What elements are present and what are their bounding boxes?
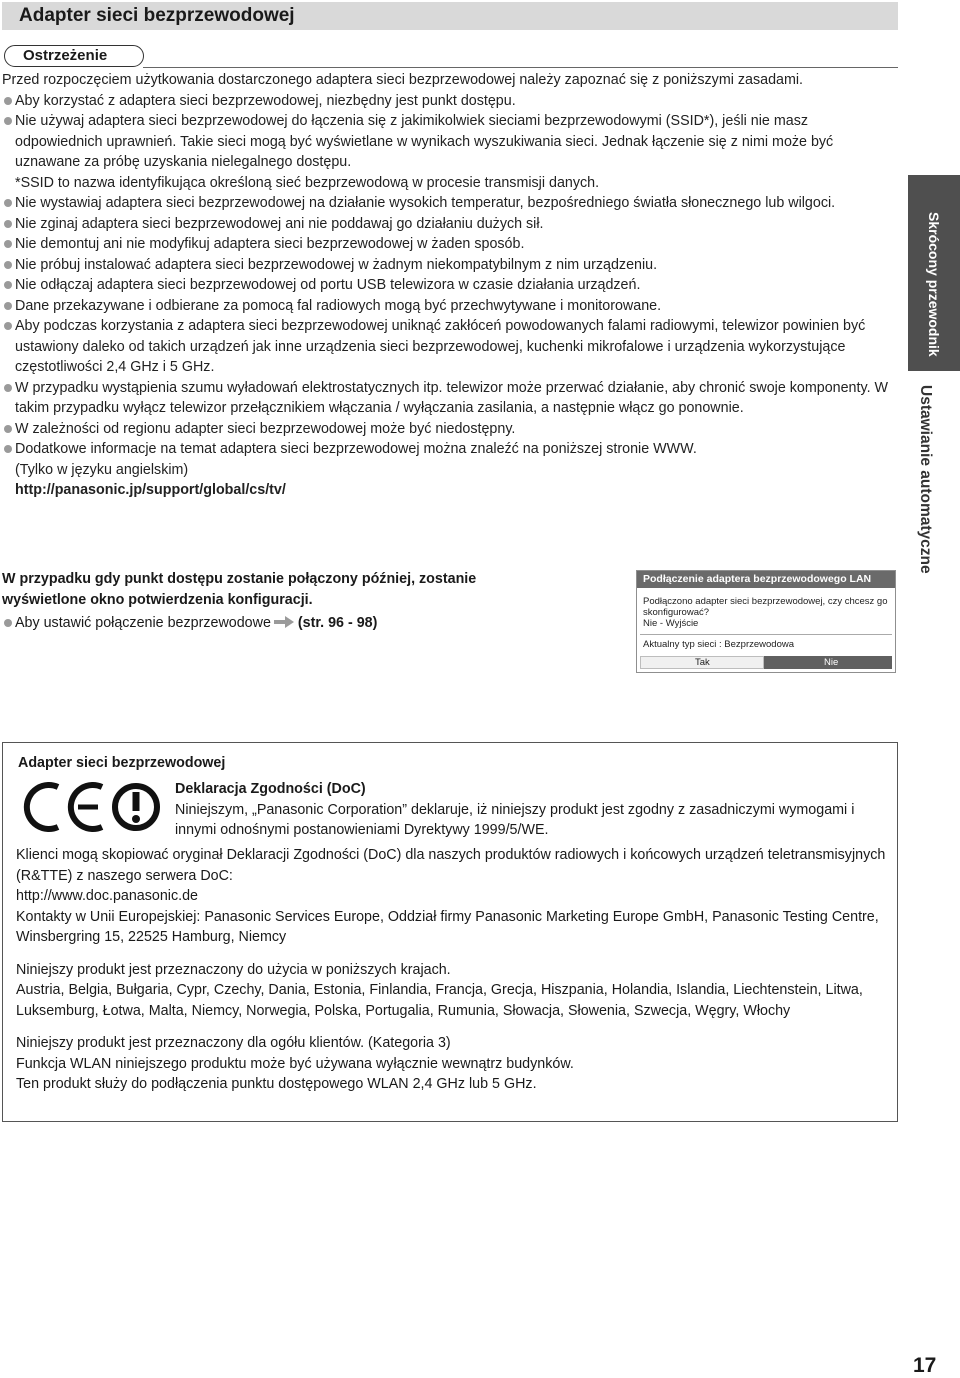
warning-divider <box>143 67 898 68</box>
doc-indoor: Funkcja WLAN niniejszego produktu może być używana wyłącznie wewnątrz budynków. <box>16 1055 574 1072</box>
warning-item: Aby podczas korzystania z adaptera sieci bezprzewodowej uniknąć zakłóceń powodowanych falami radiowymi, telewizor powinien być ustawiony daleko od takich urządzeń jak inne urządzenia sieci bezprzewodowej, kuchenki mikrofalowe i urządzenia wykorzystujące częstotliwości 2,4 GHz i 5 GHz. <box>2 316 898 378</box>
support-url[interactable]: http://panasonic.jp/support/global/cs/tv/ <box>15 482 286 498</box>
no-button[interactable]: Nie <box>764 656 892 669</box>
page-number: 17 <box>913 1354 937 1377</box>
later-bullet-text: Aby ustawić połączenie bezprzewodowe <box>15 615 271 631</box>
doc-countries-intro: Niniejszy produkt jest przeznaczony do użycia w poniższych krajach. <box>16 961 451 978</box>
warning-intro: Przed rozpoczęciem użytkowania dostarczonego adaptera sieci bezprzewodowej należy zapoznać się z poniższymi zasadami. <box>2 72 804 88</box>
declaration-title: Deklaracja Zgodności (DoC) <box>175 781 366 797</box>
doc-connect: Ten produkt służy do podłączenia punktu dostępowego WLAN 2,4 GHz lub 5 GHz. <box>16 1076 537 1092</box>
warning-item: Nie wystawiaj adaptera sieci bezprzewodowej na działanie wysokich temperatur, bezpośredniego światła słonecznego lub wilgoci. <box>2 193 898 214</box>
dialog-buttons <box>640 656 892 669</box>
warning-item: W przypadku wystąpienia szumu wyładowań elektrostatycznych itp. telewizor może przerwać działanie, aby chronić swoje komponenty. W takim przypadku wyłącz telewizor przełącznikiem włączania / wyłączania zasilania, a następnie włącz go ponownie. <box>2 378 898 419</box>
warning-section <box>2 70 898 501</box>
warning-label: Ostrzeżenie <box>4 45 144 67</box>
warning-item: Dane przekazywane i odbierane za pomocą fal radiowych mogą być przechwytywane i monitorowane. <box>2 296 898 317</box>
warning-item: Nie używaj adaptera sieci bezprzewodowej do łączenia się z jakimikolwiek sieciami bezprzewodowymi (SSID*), jeśli nie masz odpowiednich uprawnień. Takie sieci mogą być wyświetlane w wynikach wyszukiwania sieci. Jednak łączenie się z nimi może być uznawane za próbę uzyskania nielegalnego dostępu. <box>2 111 898 173</box>
declaration-heading: Adapter sieci bezprzewodowej <box>18 755 226 771</box>
english-only-note: (Tylko w języku angielskim) <box>15 461 189 478</box>
doc-contact: Kontakty w Unii Europejskiej: Panasonic Services Europe, Oddział firmy Panasonic Marketing Europe GmbH, Panasonic Testing Centre, Winsbergring 15, 22525 Hamburg, Niemcy <box>16 908 879 945</box>
arrow-right-icon <box>274 616 294 628</box>
dialog-hint: Nie - Wyjście <box>643 618 699 629</box>
ssid-note: *SSID to nazwa identyfikująca określoną sieć bezprzewodową w procesie transmisji danych. <box>15 174 600 191</box>
warning-item: Nie odłączaj adaptera sieci bezprzewodowej od portu USB telewizora w czasie działania urządzeń. <box>2 275 898 296</box>
dialog-network-type: Aktualny typ sieci : Bezprzewodowa <box>643 639 795 650</box>
warning-item: W zależności od regionu adapter sieci bezprzewodowej może być niedostępny. <box>2 419 898 440</box>
dialog-title: Podłączenie adaptera bezprzewodowego LAN <box>637 571 895 588</box>
dialog-message: Podłączono adapter sieci bezprzewodowej, czy chcesz go skonfigurować? <box>643 596 888 618</box>
doc-copy-text: Klienci mogą skopiować oryginał Deklaracji Zgodności (DoC) dla naszych produktów radiowych i końcowych urządzeń teletransmisyjnych (R&TTE) z naszego serwera DoC: <box>16 847 886 884</box>
warning-item: Aby korzystać z adaptera sieci bezprzewodowej, niezbędny jest punkt dostępu. <box>2 91 898 112</box>
alert-class-icon <box>115 786 157 828</box>
ce-mark-icon <box>18 779 163 835</box>
warning-item: Dodatkowe informacje na temat adaptera sieci bezprzewodowej można znaleźć na poniższej stronie WWW. <box>2 439 898 460</box>
doc-category: Niniejszy produkt jest przeznaczony dla ogółu klientów. (Kategoria 3) <box>16 1035 451 1051</box>
declaration-block <box>175 779 875 841</box>
side-tab-label: Skrócony przewodnik <box>926 212 942 357</box>
declaration-body <box>16 845 886 1095</box>
doc-countries: Austria, Belgia, Bułgaria, Cypr, Czechy, Dania, Estonia, Finlandia, Francja, Grecja, Hiszpania, Holandia, Islandia, Liechtenstein, Litwa, Luksemburg, Łotwa, Malta, Niemcy, Norwegia, Polska, Portugalia, Rumunia, Słowacja, Słowenia, Szwecja, Węgry, Włochy <box>16 982 863 1019</box>
warning-item: Nie demontuj ani nie modyfikuj adaptera sieci bezprzewodowej w żaden sposób. <box>2 234 898 255</box>
side-section-label: Ustawianie automatyczne <box>917 385 934 574</box>
warning-item: Nie próbuj instalować adaptera sieci bezprzewodowej w żadnym niekompatybilnym z nim urządzeniu. <box>2 255 898 276</box>
warning-item: Nie zginaj adaptera sieci bezprzewodowej ani nie poddawaj go działaniu dużych sił. <box>2 214 898 235</box>
page-title-bar <box>2 2 898 30</box>
wlan-setup-dialog <box>636 570 896 673</box>
later-connection-title: W przypadku gdy punkt dostępu zostanie połączony później, zostanie wyświetlone okno potwierdzenia konfiguracji. <box>2 571 477 608</box>
declaration-box <box>2 742 898 1122</box>
declaration-text: Niniejszym, „Panasonic Corporation” deklaruje, iż niniejszy produkt jest zgodny z zasadniczymi wymogami i innymi odnośnymi postanowieniami Dyrektywy 1999/5/WE. <box>175 801 855 838</box>
page-title: Adapter sieci bezprzewodowej <box>19 5 295 26</box>
doc-url[interactable]: http://www.doc.panasonic.de <box>16 888 198 904</box>
later-connection-bullet <box>2 613 575 634</box>
yes-button[interactable]: Tak <box>640 656 764 669</box>
page-reference[interactable]: (str. 96 - 98) <box>297 615 378 631</box>
